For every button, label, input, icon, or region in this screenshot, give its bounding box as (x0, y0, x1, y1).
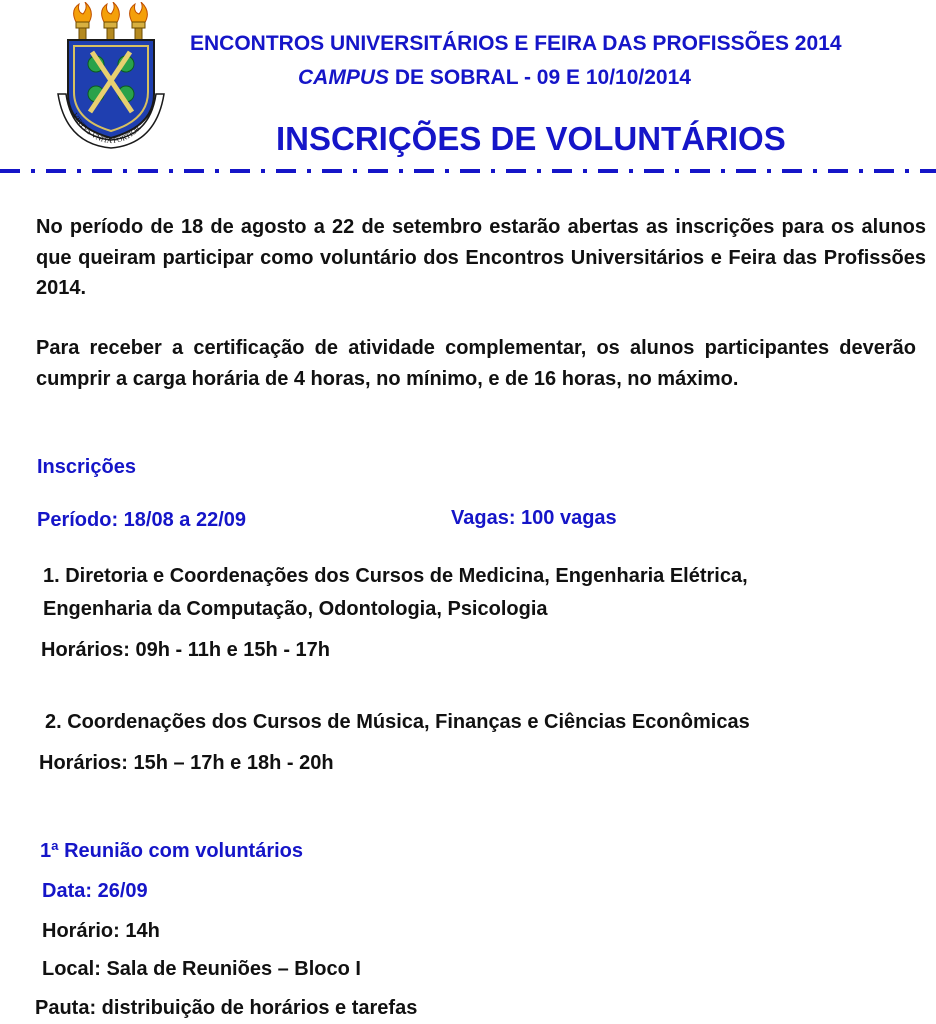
list-item-hours: Horários: 15h – 17h e 18h - 20h (39, 752, 334, 774)
event-subtitle (298, 66, 691, 90)
motto-text: VIRTVS VNITA FORTIOR (70, 111, 143, 146)
registration-period: Período: 18/08 a 22/09 (37, 509, 247, 531)
campus-date: DE SOBRAL - 09 E 10/10/2014 (389, 66, 691, 89)
list-item: 1. Diretoria e Coordenações dos Cursos de Medicina, Engenharia Elétrica, (43, 565, 748, 587)
meeting-time: Horário: 14h (42, 920, 160, 942)
university-crest-logo (52, 2, 170, 150)
list-item: 2. Coordenações dos Cursos de Música, Finanças e Ciências Econômicas (45, 711, 750, 733)
meeting-date: Data: 26/09 (42, 880, 148, 902)
meeting-agenda: Pauta: distribuição de horários e tarefas (35, 997, 418, 1019)
meeting-location: Local: Sala de Reuniões – Bloco I (42, 958, 361, 980)
list-item-continuation: Engenharia da Computação, Odontologia, Psicologia (43, 598, 548, 620)
intro-paragraph: No período de 18 de agosto a 22 de setembro estarão abertas as inscrições para os alunos que queiram participar como voluntário dos Encontros Universitários e Feira das Profissões 2014. (36, 216, 926, 299)
torch-icon (74, 2, 92, 42)
certification-paragraph: Para receber a certificação de atividade complementar, os alunos participantes deverão cumprir a carga horária de 4 horas, no mínimo, e de 16 horas, no máximo. (36, 337, 916, 390)
list-item-hours: Horários: 09h - 11h e 15h - 17h (41, 639, 330, 661)
campus-label: CAMPUS (298, 66, 390, 89)
registration-vacancies: Vagas: 100 vagas (451, 507, 617, 529)
page-title: INSCRIÇÕES DE VOLUNTÁRIOS (276, 120, 786, 157)
torch-icon (130, 2, 148, 42)
dashed-divider (0, 164, 936, 178)
registration-heading: Inscrições (37, 456, 136, 478)
torch-icon (102, 2, 120, 42)
meeting-heading: 1ª Reunião com voluntários (40, 840, 304, 862)
event-title: ENCONTROS UNIVERSITÁRIOS E FEIRA DAS PROFISSÕES 2014 (190, 32, 842, 55)
